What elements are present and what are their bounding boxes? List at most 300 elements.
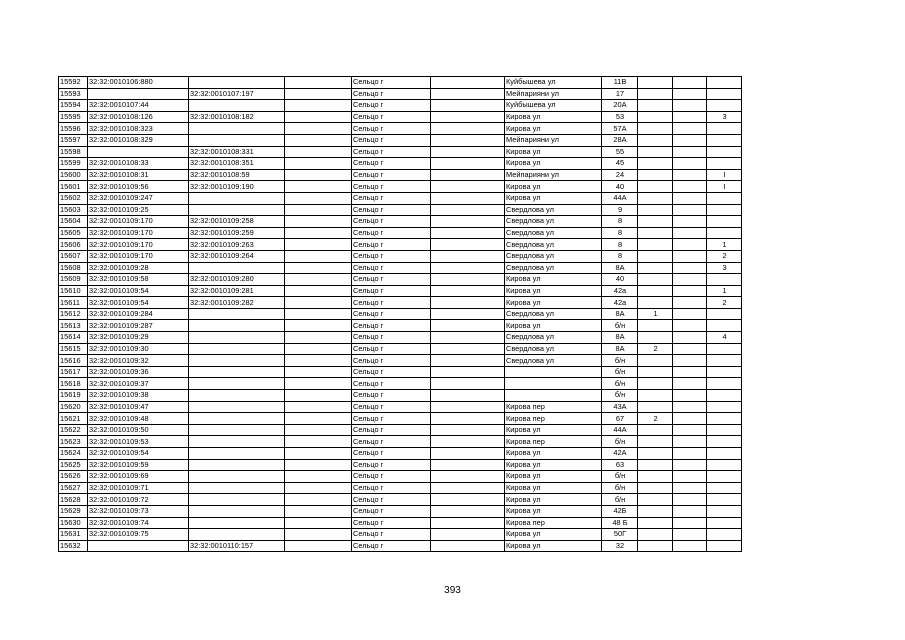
locality-cell: Сельцо г: [352, 505, 431, 517]
house-number-cell: 8А: [602, 308, 638, 320]
building-number-cell: [189, 390, 285, 402]
building-number-cell: 32:32:0010109:280: [189, 274, 285, 286]
locality-cell: Сельцо г: [352, 308, 431, 320]
cadastral-number-cell: [88, 146, 189, 158]
cadastral-number-cell: 32:32:0010109:29: [88, 332, 189, 344]
house-number-cell: 50Г: [602, 529, 638, 541]
page-number: 393: [444, 585, 461, 596]
building-number-cell: 32:32:0010108:59: [189, 169, 285, 181]
extra-code-cell: [285, 250, 352, 262]
structure-cell: [673, 355, 707, 367]
row-number-cell: 15618: [59, 378, 88, 390]
building-number-cell: [189, 262, 285, 274]
structure-cell: [673, 100, 707, 112]
registry-table: [58, 76, 742, 552]
cadastral-number-cell: 32:32:0010109:48: [88, 413, 189, 425]
cadastral-number-cell: 32:32:0010109:75: [88, 529, 189, 541]
cadastral-number-cell: 32:32:0010109:50: [88, 424, 189, 436]
building-cell: 2: [638, 343, 673, 355]
flat-cell: [707, 320, 742, 332]
locality-cell: Сельцо г: [352, 378, 431, 390]
row-number-cell: 15602: [59, 192, 88, 204]
district-cell: [431, 204, 505, 216]
table-row: [59, 88, 742, 100]
cadastral-number-cell: 32:32:0010109:69: [88, 471, 189, 483]
table-row: [59, 227, 742, 239]
extra-code-cell: [285, 169, 352, 181]
table-row: [59, 181, 742, 193]
structure-cell: [673, 332, 707, 344]
district-cell: [431, 134, 505, 146]
building-cell: [638, 436, 673, 448]
building-number-cell: [189, 332, 285, 344]
building-number-cell: [189, 77, 285, 89]
cadastral-number-cell: 32:32:0010109:170: [88, 250, 189, 262]
extra-code-cell: [285, 88, 352, 100]
table-row: [59, 216, 742, 228]
building-number-cell: [189, 436, 285, 448]
structure-cell: [673, 390, 707, 402]
cadastral-number-cell: 32:32:0010107:44: [88, 100, 189, 112]
district-cell: [431, 343, 505, 355]
cadastral-number-cell: 32:32:0010109:59: [88, 459, 189, 471]
locality-cell: Сельцо г: [352, 100, 431, 112]
house-number-cell: б/н: [602, 390, 638, 402]
flat-cell: 3: [707, 111, 742, 123]
building-cell: [638, 390, 673, 402]
flat-cell: [707, 401, 742, 413]
house-number-cell: 42а: [602, 297, 638, 309]
street-cell: [505, 366, 602, 378]
row-number-cell: 15632: [59, 540, 88, 552]
flat-cell: [707, 204, 742, 216]
structure-cell: [673, 134, 707, 146]
locality-cell: Сельцо г: [352, 366, 431, 378]
house-number-cell: 42А: [602, 448, 638, 460]
street-cell: Свердлова ул: [505, 262, 602, 274]
district-cell: [431, 274, 505, 286]
district-cell: [431, 459, 505, 471]
structure-cell: [673, 227, 707, 239]
extra-code-cell: [285, 482, 352, 494]
flat-cell: [707, 459, 742, 471]
structure-cell: [673, 413, 707, 425]
cadastral-number-cell: 32:32:0010109:37: [88, 378, 189, 390]
table-row: [59, 192, 742, 204]
street-cell: Кирова ул: [505, 111, 602, 123]
street-cell: Свердлова ул: [505, 227, 602, 239]
cadastral-number-cell: 32:32:0010108:323: [88, 123, 189, 135]
house-number-cell: 40: [602, 181, 638, 193]
street-cell: Кирова ул: [505, 192, 602, 204]
building-cell: [638, 77, 673, 89]
structure-cell: [673, 378, 707, 390]
locality-cell: Сельцо г: [352, 436, 431, 448]
flat-cell: [707, 505, 742, 517]
district-cell: [431, 181, 505, 193]
cadastral-number-cell: 32:32:0010108:329: [88, 134, 189, 146]
locality-cell: Сельцо г: [352, 401, 431, 413]
row-number-cell: 15603: [59, 204, 88, 216]
building-number-cell: 32:32:0010110:157: [189, 540, 285, 552]
locality-cell: Сельцо г: [352, 204, 431, 216]
structure-cell: [673, 146, 707, 158]
district-cell: [431, 123, 505, 135]
building-number-cell: [189, 459, 285, 471]
building-number-cell: 32:32:0010109:264: [189, 250, 285, 262]
cadastral-number-cell: 32:32:0010109:247: [88, 192, 189, 204]
table-row: [59, 517, 742, 529]
district-cell: [431, 390, 505, 402]
locality-cell: Сельцо г: [352, 216, 431, 228]
flat-cell: [707, 529, 742, 541]
locality-cell: Сельцо г: [352, 88, 431, 100]
house-number-cell: 8: [602, 227, 638, 239]
building-number-cell: [189, 505, 285, 517]
building-cell: [638, 297, 673, 309]
house-number-cell: 55: [602, 146, 638, 158]
table-row: [59, 146, 742, 158]
cadastral-number-cell: 32:32:0010108:126: [88, 111, 189, 123]
extra-code-cell: [285, 77, 352, 89]
building-number-cell: [189, 529, 285, 541]
street-cell: Свердлова ул: [505, 239, 602, 251]
row-number-cell: 15610: [59, 285, 88, 297]
locality-cell: Сельцо г: [352, 250, 431, 262]
building-cell: [638, 401, 673, 413]
flat-cell: [707, 471, 742, 483]
house-number-cell: 57А: [602, 123, 638, 135]
table-row: [59, 424, 742, 436]
building-number-cell: 32:32:0010108:182: [189, 111, 285, 123]
row-number-cell: 15630: [59, 517, 88, 529]
district-cell: [431, 424, 505, 436]
building-number-cell: 32:32:0010109:190: [189, 181, 285, 193]
table-row: [59, 413, 742, 425]
cadastral-number-cell: 32:32:0010109:170: [88, 227, 189, 239]
flat-cell: [707, 424, 742, 436]
building-number-cell: [189, 482, 285, 494]
district-cell: [431, 308, 505, 320]
locality-cell: Сельцо г: [352, 448, 431, 460]
building-number-cell: [189, 401, 285, 413]
extra-code-cell: [285, 540, 352, 552]
building-cell: 2: [638, 413, 673, 425]
row-number-cell: 15626: [59, 471, 88, 483]
district-cell: [431, 239, 505, 251]
extra-code-cell: [285, 471, 352, 483]
district-cell: [431, 355, 505, 367]
flat-cell: [707, 134, 742, 146]
house-number-cell: 32: [602, 540, 638, 552]
district-cell: [431, 297, 505, 309]
street-cell: Кирова ул: [505, 448, 602, 460]
table-row: [59, 169, 742, 181]
locality-cell: Сельцо г: [352, 343, 431, 355]
table-row: [59, 77, 742, 89]
street-cell: Кирова ул: [505, 540, 602, 552]
structure-cell: [673, 459, 707, 471]
street-cell: Кирова пер: [505, 517, 602, 529]
street-cell: Свердлова ул: [505, 216, 602, 228]
district-cell: [431, 227, 505, 239]
building-number-cell: 32:32:0010109:259: [189, 227, 285, 239]
locality-cell: Сельцо г: [352, 529, 431, 541]
extra-code-cell: [285, 320, 352, 332]
extra-code-cell: [285, 274, 352, 286]
row-number-cell: 15597: [59, 134, 88, 146]
locality-cell: Сельцо г: [352, 413, 431, 425]
row-number-cell: 15614: [59, 332, 88, 344]
cadastral-number-cell: 32:32:0010109:73: [88, 505, 189, 517]
house-number-cell: 53: [602, 111, 638, 123]
building-number-cell: [189, 471, 285, 483]
house-number-cell: 28А: [602, 134, 638, 146]
flat-cell: [707, 355, 742, 367]
structure-cell: [673, 448, 707, 460]
building-cell: [638, 494, 673, 506]
district-cell: [431, 169, 505, 181]
district-cell: [431, 494, 505, 506]
building-number-cell: 32:32:0010108:331: [189, 146, 285, 158]
locality-cell: Сельцо г: [352, 239, 431, 251]
extra-code-cell: [285, 262, 352, 274]
extra-code-cell: [285, 158, 352, 170]
row-number-cell: 15592: [59, 77, 88, 89]
extra-code-cell: [285, 401, 352, 413]
table-row: [59, 297, 742, 309]
building-cell: [638, 123, 673, 135]
table-row: [59, 308, 742, 320]
building-number-cell: 32:32:0010109:258: [189, 216, 285, 228]
row-number-cell: 15605: [59, 227, 88, 239]
extra-code-cell: [285, 297, 352, 309]
building-cell: [638, 448, 673, 460]
locality-cell: Сельцо г: [352, 332, 431, 344]
building-cell: [638, 482, 673, 494]
cadastral-number-cell: 32:32:0010109:38: [88, 390, 189, 402]
flat-cell: [707, 308, 742, 320]
house-number-cell: 8: [602, 239, 638, 251]
structure-cell: [673, 343, 707, 355]
district-cell: [431, 216, 505, 228]
street-cell: [505, 390, 602, 402]
structure-cell: [673, 436, 707, 448]
district-cell: [431, 529, 505, 541]
table-row: [59, 482, 742, 494]
structure-cell: [673, 424, 707, 436]
structure-cell: [673, 517, 707, 529]
locality-cell: Сельцо г: [352, 134, 431, 146]
street-cell: Кирова ул: [505, 158, 602, 170]
structure-cell: [673, 181, 707, 193]
building-number-cell: 32:32:0010108:351: [189, 158, 285, 170]
district-cell: [431, 77, 505, 89]
building-cell: [638, 320, 673, 332]
table-row: [59, 274, 742, 286]
building-number-cell: [189, 204, 285, 216]
district-cell: [431, 471, 505, 483]
extra-code-cell: [285, 459, 352, 471]
cadastral-number-cell: 32:32:0010109:28: [88, 262, 189, 274]
district-cell: [431, 332, 505, 344]
locality-cell: Сельцо г: [352, 297, 431, 309]
street-cell: Кирова ул: [505, 471, 602, 483]
structure-cell: [673, 88, 707, 100]
flat-cell: 1: [707, 285, 742, 297]
locality-cell: Сельцо г: [352, 494, 431, 506]
flat-cell: [707, 540, 742, 552]
locality-cell: Сельцо г: [352, 424, 431, 436]
street-cell: Свердлова ул: [505, 355, 602, 367]
extra-code-cell: [285, 100, 352, 112]
cadastral-number-cell: 32:32:0010109:30: [88, 343, 189, 355]
house-number-cell: 8: [602, 250, 638, 262]
street-cell: Кирова ул: [505, 274, 602, 286]
flat-cell: [707, 448, 742, 460]
row-number-cell: 15628: [59, 494, 88, 506]
structure-cell: [673, 308, 707, 320]
house-number-cell: 43А: [602, 401, 638, 413]
extra-code-cell: [285, 448, 352, 460]
building-cell: [638, 517, 673, 529]
cadastral-number-cell: 32:32:0010109:170: [88, 239, 189, 251]
extra-code-cell: [285, 192, 352, 204]
building-cell: [638, 262, 673, 274]
row-number-cell: 15594: [59, 100, 88, 112]
cadastral-number-cell: 32:32:0010109:56: [88, 181, 189, 193]
district-cell: [431, 100, 505, 112]
cadastral-number-cell: 32:32:0010106:880: [88, 77, 189, 89]
locality-cell: Сельцо г: [352, 123, 431, 135]
street-cell: Кирова ул: [505, 285, 602, 297]
flat-cell: [707, 274, 742, 286]
house-number-cell: 8А: [602, 332, 638, 344]
district-cell: [431, 146, 505, 158]
street-cell: Кирова ул: [505, 529, 602, 541]
row-number-cell: 15593: [59, 88, 88, 100]
row-number-cell: 15607: [59, 250, 88, 262]
row-number-cell: 15620: [59, 401, 88, 413]
extra-code-cell: [285, 517, 352, 529]
building-number-cell: [189, 320, 285, 332]
house-number-cell: 8А: [602, 262, 638, 274]
district-cell: [431, 505, 505, 517]
building-number-cell: [189, 134, 285, 146]
street-cell: Кирова пер: [505, 401, 602, 413]
row-number-cell: 15608: [59, 262, 88, 274]
table-row: [59, 436, 742, 448]
building-cell: [638, 250, 673, 262]
extra-code-cell: [285, 355, 352, 367]
flat-cell: [707, 227, 742, 239]
house-number-cell: 63: [602, 459, 638, 471]
street-cell: Свердлова ул: [505, 343, 602, 355]
district-cell: [431, 517, 505, 529]
row-number-cell: 15606: [59, 239, 88, 251]
house-number-cell: 67: [602, 413, 638, 425]
house-number-cell: 17: [602, 88, 638, 100]
building-cell: [638, 100, 673, 112]
table-row: [59, 401, 742, 413]
building-cell: [638, 158, 673, 170]
district-cell: [431, 285, 505, 297]
building-number-cell: [189, 494, 285, 506]
row-number-cell: 15615: [59, 343, 88, 355]
building-cell: [638, 134, 673, 146]
table-row: [59, 355, 742, 367]
structure-cell: [673, 297, 707, 309]
building-number-cell: [189, 378, 285, 390]
locality-cell: Сельцо г: [352, 540, 431, 552]
table-row: [59, 111, 742, 123]
extra-code-cell: [285, 227, 352, 239]
extra-code-cell: [285, 204, 352, 216]
street-cell: Кирова ул: [505, 320, 602, 332]
building-cell: [638, 204, 673, 216]
row-number-cell: 15609: [59, 274, 88, 286]
flat-cell: 2: [707, 250, 742, 262]
row-number-cell: 15595: [59, 111, 88, 123]
building-number-cell: [189, 343, 285, 355]
row-number-cell: 15599: [59, 158, 88, 170]
table-row: [59, 250, 742, 262]
flat-cell: [707, 517, 742, 529]
building-cell: [638, 424, 673, 436]
building-cell: [638, 332, 673, 344]
street-cell: Куйбышева ул: [505, 77, 602, 89]
table-row: [59, 529, 742, 541]
extra-code-cell: [285, 216, 352, 228]
house-number-cell: 8А: [602, 343, 638, 355]
flat-cell: [707, 413, 742, 425]
district-cell: [431, 448, 505, 460]
building-cell: [638, 505, 673, 517]
structure-cell: [673, 158, 707, 170]
structure-cell: [673, 216, 707, 228]
cadastral-number-cell: 32:32:0010109:53: [88, 436, 189, 448]
street-cell: Кирова ул: [505, 181, 602, 193]
street-cell: Свердлова ул: [505, 250, 602, 262]
street-cell: Мейпарияни ул: [505, 169, 602, 181]
building-number-cell: [189, 517, 285, 529]
structure-cell: [673, 471, 707, 483]
row-number-cell: 15617: [59, 366, 88, 378]
extra-code-cell: [285, 424, 352, 436]
cadastral-number-cell: [88, 88, 189, 100]
district-cell: [431, 192, 505, 204]
cadastral-number-cell: 32:32:0010109:72: [88, 494, 189, 506]
house-number-cell: 24: [602, 169, 638, 181]
building-cell: [638, 227, 673, 239]
extra-code-cell: [285, 123, 352, 135]
locality-cell: Сельцо г: [352, 285, 431, 297]
row-number-cell: 15601: [59, 181, 88, 193]
extra-code-cell: [285, 505, 352, 517]
structure-cell: [673, 366, 707, 378]
structure-cell: [673, 204, 707, 216]
street-cell: Кирова ул: [505, 505, 602, 517]
district-cell: [431, 262, 505, 274]
table-row: [59, 134, 742, 146]
structure-cell: [673, 123, 707, 135]
cadastral-number-cell: 32:32:0010109:287: [88, 320, 189, 332]
cadastral-number-cell: 32:32:0010109:284: [88, 308, 189, 320]
table-row: [59, 505, 742, 517]
extra-code-cell: [285, 529, 352, 541]
table-row: [59, 343, 742, 355]
cadastral-number-cell: 32:32:0010109:54: [88, 285, 189, 297]
